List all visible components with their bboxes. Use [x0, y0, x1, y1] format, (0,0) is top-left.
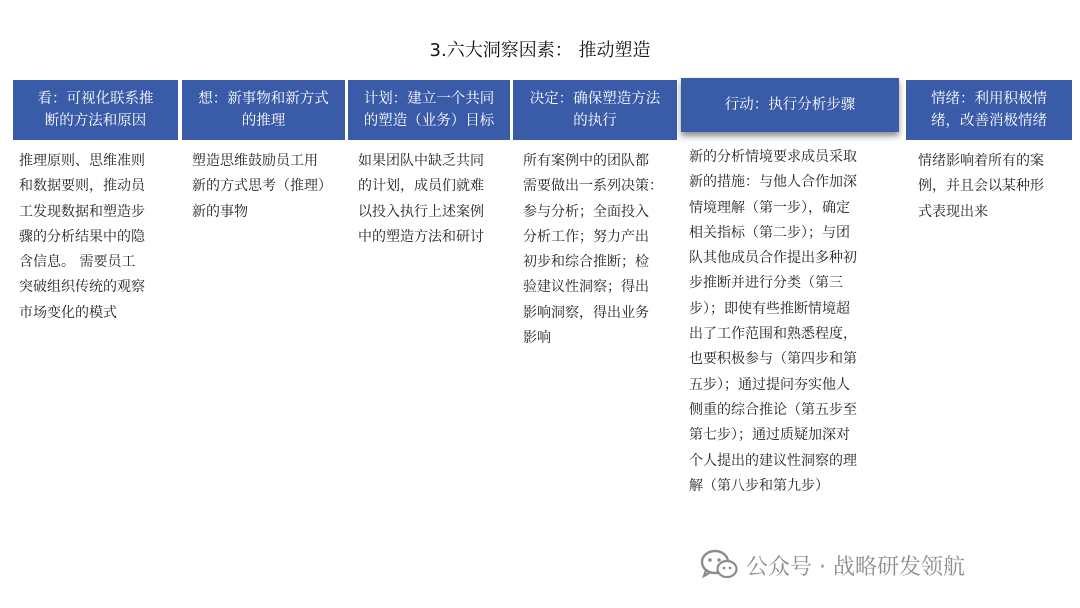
chat-bubble-icon	[700, 548, 738, 582]
column-header-emotion: 情绪：利用积极情绪，改善消极情绪	[906, 80, 1072, 140]
column-decide	[513, 80, 677, 351]
column-header-plan: 计划：建立一个共同的塑造（业务）目标	[348, 80, 510, 140]
column-act	[681, 80, 899, 499]
column-header-think: 想：新事物和新方式的推理	[182, 80, 345, 140]
column-body-think: 塑造思维鼓励员工用 新的方式思考（推理） 新的事物	[192, 153, 332, 220]
column-header-act: 行动：执行分析步骤	[681, 78, 899, 132]
page-title: 3.六大洞察因素： 推动塑造	[429, 40, 651, 61]
column-see	[13, 80, 178, 326]
column-emotion	[906, 80, 1072, 225]
column-body-decide: 所有案例中的团队都 需要做出一系列决策： 参与分析；全面投入 分析工作；努力产出 初步和综合推断；检 验建议性洞察；得出 影响洞察，得出业务 影响	[523, 153, 663, 347]
column-plan	[348, 80, 510, 250]
column-body-plan: 如果团队中缺乏共同 的计划，成员们就难 以投入执行上述案例 中的塑造方法和研讨	[358, 153, 484, 245]
watermark-text: 公众号 · 战略研发领航	[746, 554, 965, 580]
column-body-see: 推理原则、思维准则 和数据要则，推动员 工发现数据和塑造步 骤的分析结果中的隐 含信息。 需要员工 突破组织传统的观察 市场变化的模式	[19, 153, 145, 321]
column-body-act: 新的分析情境要求成员采取 新的措施：与他人合作加深 情境理解（第一步），确定 相关指标（第二步）；与团 队其他成员合作提出多种初 步推断并进行分类（第三 步）；即使有些推断情境超 出了工作范围和熟悉程度， 也要积极参与（第四步和第 五步）；通过提问夯实他人 侧重的综合推论（第五步至 第七步）；通过质疑加深对 个人提出的建议性洞察的理 解（第八步和第九步）	[689, 149, 857, 494]
column-header-see: 看：可视化联系推断的方法和原因	[13, 80, 178, 140]
column-think	[182, 80, 345, 225]
column-header-decide: 决定：确保塑造方法的执行	[513, 80, 677, 140]
watermark	[700, 548, 965, 582]
column-body-emotion: 情绪影响着所有的案 例，并且会以某种形 式表现出来	[918, 153, 1044, 220]
